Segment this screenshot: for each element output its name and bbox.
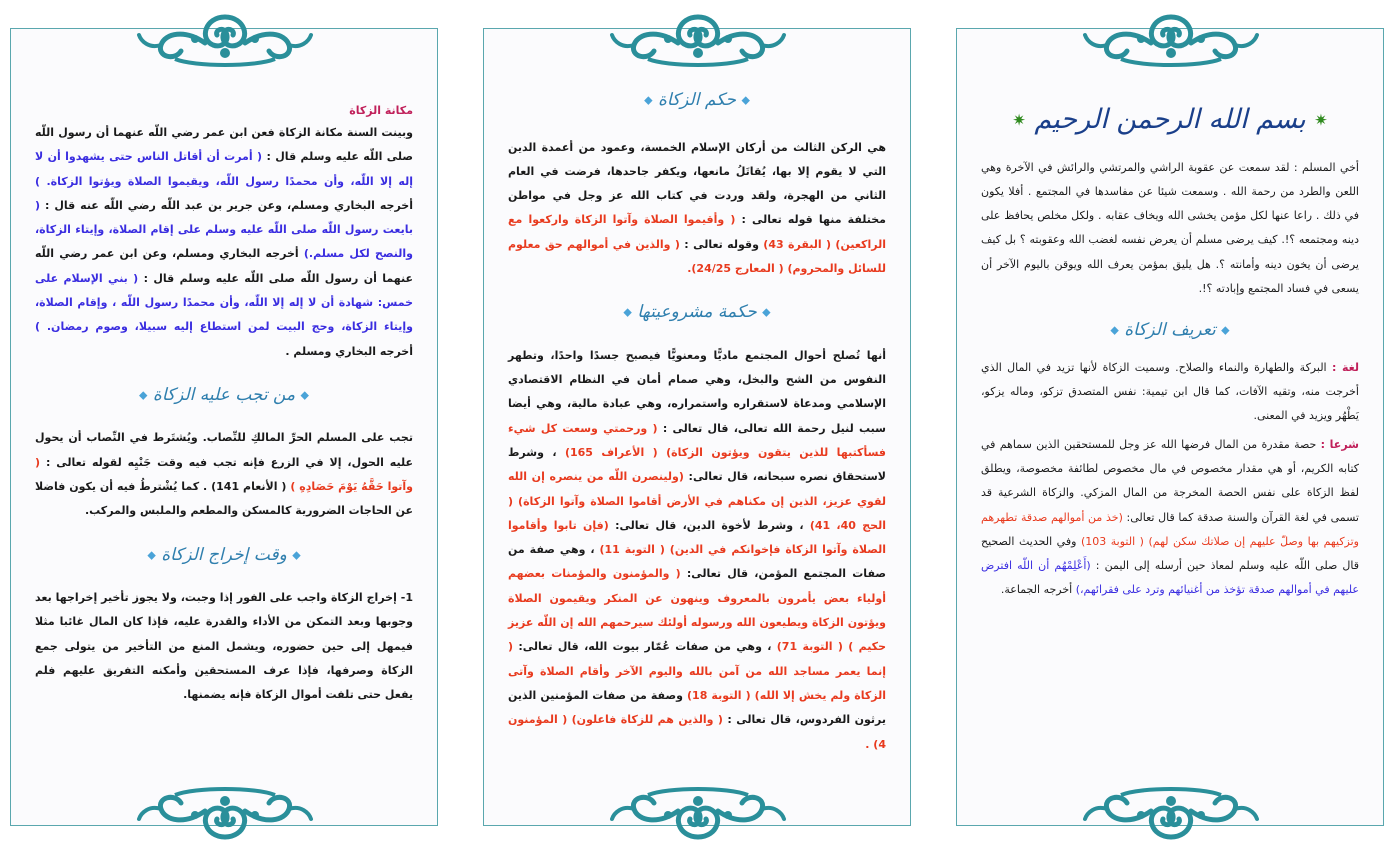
- verse-reference: ( الأنعام 141) .: [203, 480, 287, 494]
- lugha-paragraph: لغة : البركة والطهارة والنماء والصلاح. وسميت الزكاة لأنها تزيد في المال الذي أخرجت منه، وتقيه الآفات، كما قال ابن تيمية: نفس المتصدق تزكو، وماله يزكو، يَطْهُر ويزيد في المعنى.: [981, 360, 1359, 423]
- bottom-ornament-icon: [608, 783, 788, 845]
- top-ornament-icon: [608, 9, 788, 71]
- status-title: مكانة الزكاة: [349, 104, 413, 117]
- bottom-ornament-icon: [135, 783, 315, 845]
- obligation-paragraph: تجب على المسلم الحرِّ المالكِ للنِّصاب. ويُشتَرط في النِّصاب أن يحول عليه الحول، إلا في الزرع فإنه تجب فيه وقت جَنْيِه لقوله تعالى : ( وآتوا حَقَّهُ يَوْمَ حَصَادِهِ ) ( الأنعام 141) . كما يُشْترطُ فيه أن يكون فاضلا عن الحاجات الضرورية كالمسكن والمطعم والملبس والمركب.: [35, 431, 413, 518]
- timing-heading: ◆ وقت إخراج الزكاة ◆: [147, 544, 301, 565]
- hadith-text: ( بايعت رسول اللّه صلى اللّه عليه وسلم على إقام الصلاة، وإيتاء الزكاة، والنصح لكل مسلم.): [35, 198, 413, 261]
- wisdom-heading: ◆ حكمة مشروعيتها ◆: [623, 302, 771, 323]
- intro-paragraph: أخي المسلم : لقد سمعت عن عقوبة الراشي والمرتشي والرائش في الآخرة وهي اللعن والطرد من رحمة الله . وسمعت شيئا عن مفاسدها في المجتمع . أفلا يكون في ذلك . راعا عنها لكل مؤمن يخشى الله ويخاف عقابه . ولكل مخلص يحافظ على دينه ومجتمعه ؟!. كيف يرضى مسلم أن يعرض نفسه لغضب الله وعقوبته ؟ بل كيف يرضى أن يخون دينه وأمانته ؟. هل يليق بمؤمن يعرف الله ويوقن باليوم الآخر أن يسعى في فساد المجتمع وإبادته ؟!.: [981, 160, 1359, 295]
- status-paragraph: وبينت السنة مكانة الزكاة فعن ابن عمر رضي اللّه عنهما أن رسول اللّه صلى اللّه عليه وسلم قال : ( أمرت أن أقاتل الناس حتى يشهدوا أن لا إله إلا اللّه، وأن محمدًا رسول اللّه، ويقيموا الصلاة ويؤتوا الزكاة. ) أخرجه البخاري ومسلم، وعن جرير بن عبد اللّه رضي اللّه عنه قال : ( بايعت رسول اللّه صلى اللّه عليه وسلم على إقام الصلاة، وإيتاء الزكاة، والنصح لكل مسلم.) أخرجه البخاري ومسلم، وعن ابن عمر رضي اللّه عنهما أن رسول اللّه صلى اللّه عليه وسلم قال : ( بني الإسلام على خمس: شهادة أن لا إله إلا اللّه، وأن محمدًا رسول اللّه ، وإقام الصلاة، وإيتاء الزكاة، وحج البيت لمن استطاع إليه سبيلا، وصوم رمضان. ) أخرجه البخاري ومسلم .: [35, 126, 414, 358]
- ruling-heading: ◆ حكم الزكاة ◆: [644, 90, 750, 110]
- basmala-title: ✷ بسم الله الرحمن الرحيم ✷: [1012, 104, 1328, 135]
- panel-left: [10, 28, 438, 826]
- top-ornament-icon: [135, 9, 315, 71]
- quran-verse: (ولينصرن اللّه من ينصره إن الله لقوي عزيز، الذين إن مكناهم في الأرض أقاموا الصلاة وآتوا الزكاة) ( الحج 40، 41): [508, 470, 886, 532]
- sharan-paragraph: شرعا : حصة مقدرة من المال فرضها الله عز وجل للمستحقين الذين سماهم في كتابه الكريم، أو هي مقدار مخصوص في مال مخصوص لطائفة مخصوصة، ويطلق لفظ الزكاة على نفس الحصة المخرجة من المال المزكي. والزكاة الشرعية قد تسمى في لغة القرآن والسنة صدقة كما قال تعالى: (خذ من أموالهم صدقة تطهرهم وتزكيهم بها وصلّ عليهم إن صلاتك سكن لهم) ( التوبة 103) وفي الحديث الصحيح قال صلى اللّه عليه وسلم لمعاذ حين أرسله إلى اليمن : (أَعْلِمْهُم أن اللّه افترض عليهم في أموالهم صدقة تؤخذ من أغنيائهم وترد على فقرائهم،) أخرجه الجماعة.: [981, 437, 1359, 597]
- quran-verse: (فإن تابوا وأقاموا الصلاة وآتوا الزكاة فإخوانكم في الدين) ( التوبة 11): [508, 518, 887, 557]
- hadith-text: ( أمرت أن أقاتل الناس حتى يشهدوا أن لا إله إلا اللّه، وأن محمدًا رسول اللّه، ويقيموا الصلاة ويؤتوا الزكاة. ): [35, 150, 413, 188]
- panel-right: [956, 28, 1384, 826]
- sharan-label: شرعا :: [1320, 437, 1359, 451]
- quran-verse: ( والمؤمنون والمؤمنات بعضهم أولياء بعض يأمرون بالمعروف وينهون عن المنكر ويقيمون الصلاة ويؤتون الزكاة ويطيعون الله ورسوله أولئك سيرحمهم الله إن اللّه عزيز حكيم ) ( التوبة 71): [508, 567, 887, 654]
- hadith-text: ( بني الإسلام على خمس: شهادة أن لا إله إلا اللّه، وأن محمدًا رسول اللّه ، وإقام الصلاة، وإيتاء الزكاة، وحج البيت لمن استطاع إليه سبيلا، وصوم رمضان. ): [35, 271, 413, 334]
- quran-verse: ( وأقيموا الصلاة وآتوا الزكاة واركعوا مع الراكعين) ( البقرة 43): [508, 213, 886, 251]
- wisdom-paragraph: أنها تُصلح أحوال المجتمع ماديًّا ومعنويًّا فيصبح جسدًا واحدًا، وتطهر النفوس من الشح والبخل، وهي صمام أمان في النظام الاقتصادي الإسلامي ومدعاة لاستقراره واستمراره، وهي عبادة مالية، وهي أيضا سبب لنيل رحمة الله تعالى، قال تعالى : ( ورحمتي وسعت كل شيء فسأكتبها للذين يتقون ويؤتون الزكاة) ( الأعراف 165) ، وشرط لاستحقاق نصره سبحانه، قال تعالى: (ولينصرن اللّه من ينصره إن الله لقوي عزيز، الذين إن مكناهم في الأرض أقاموا الصلاة وآتوا الزكاة) ( الحج 40، 41) ، وشرط لأخوة الدين، قال تعالى: (فإن تابوا وأقاموا الصلاة وآتوا الزكاة فإخوانكم في الدين) ( التوبة 11) ، وهي صفة من صفات المجتمع المؤمن، قال تعالى: ( والمؤمنون والمؤمنات بعضهم أولياء بعض يأمرون بالمعروف وينهون عن المنكر ويقيمون الصلاة ويؤتون الزكاة ويطيعون الله ورسوله أولئك سيرحمهم الله إن اللّه عزيز حكيم ) ( التوبة 71) ، وهي من صفات عُمّار بيوت الله، قال تعالى: ( إنما يعمر مساجد الله من آمن بالله واليوم الآخر وأقام الصلاة وآتى الزكاة ولم يخش إلا الله) ( التوبة 18) وصفة من صفات المؤمنين الذين يرثون الفردوس، قال تعالى : ( والذين هم للزكاة فاعلون) ( المؤمنون 4) .: [508, 348, 887, 751]
- top-ornament-icon: [1081, 9, 1261, 71]
- quran-verse: (خذ من أموالهم صدقة تطهرهم وتزكيهم بها وصلّ عليهم إن صلاتك سكن لهم): [981, 510, 1359, 548]
- verse-reference: ( التوبة 103): [1080, 534, 1144, 548]
- bottom-ornament-icon: [1081, 783, 1261, 845]
- quran-verse: ( إنما يعمر مساجد الله من آمن بالله واليوم الآخر وأقام الصلاة وآتى الزكاة ولم يخش إلا الله) ( التوبة 18): [508, 640, 886, 702]
- quran-verse: ( والذين هم للزكاة فاعلون) ( المؤمنون 4) .: [508, 713, 886, 751]
- timing-paragraph: 1- إخراج الزكاة واجب على الفور إذا وجبت، ولا يجوز تأخير إخراجها بعد وجوبها وبعد التمكن من الأداء والقدرة عليه، فإذا كان المال غائبا مثلا فيمهل إلى حين حضوره، ويشمل المنع من التأخير من يتولى جمع الزكاة وصرفها، فإذا عرف المستحقين وأمكنه التفريق عليهم فلم يفعل حتى تلفت أموال الزكاة فإنه يضمنها.: [35, 591, 413, 702]
- hadith-text: (أَعْلِمْهُم أن اللّه افترض عليهم في أموالهم صدقة تؤخذ من أغنيائهم وترد على فقرائهم،): [981, 559, 1359, 597]
- flower-icon: ✷: [1012, 110, 1026, 130]
- quran-verse: ( وآتوا حَقَّهُ يَوْمَ حَصَادِهِ ): [35, 455, 413, 494]
- ruling-paragraph: هي الركن الثالث من أركان الإسلام الخمسة، وعمود من أعمدة الدين التي لا يقوم إلا بها، يُقاتَلُ مانعها، ويكفر جاحدها، فرضت في العام الثاني من الهجرة، ولقد وردت في كتاب الله عز وجل في مواطن مختلفة منها قوله تعالى : ( وأقيموا الصلاة وآتوا الزكاة واركعوا مع الراكعين) ( البقرة 43) وقوله تعالى : ( والذين في أموالهم حق معلوم للسائل والمحروم) ( المعارج 24/25).: [508, 140, 886, 275]
- flower-icon: ✷: [1314, 110, 1328, 130]
- lugha-label: لغة :: [1331, 360, 1359, 374]
- definition-heading: ◆ تعريف الزكاة ◆: [1110, 320, 1230, 341]
- obligation-heading: ◆ من تجب عليه الزكاة ◆: [139, 384, 309, 405]
- quran-verse: ( والذين في أموالهم حق معلوم للسائل والمحروم) ( المعارج 24/25).: [508, 237, 886, 275]
- quran-verse: ( ورحمتي وسعت كل شيء فسأكتبها للذين يتقون ويؤتون الزكاة) ( الأعراف 165): [508, 421, 886, 459]
- panel-middle: [483, 28, 911, 826]
